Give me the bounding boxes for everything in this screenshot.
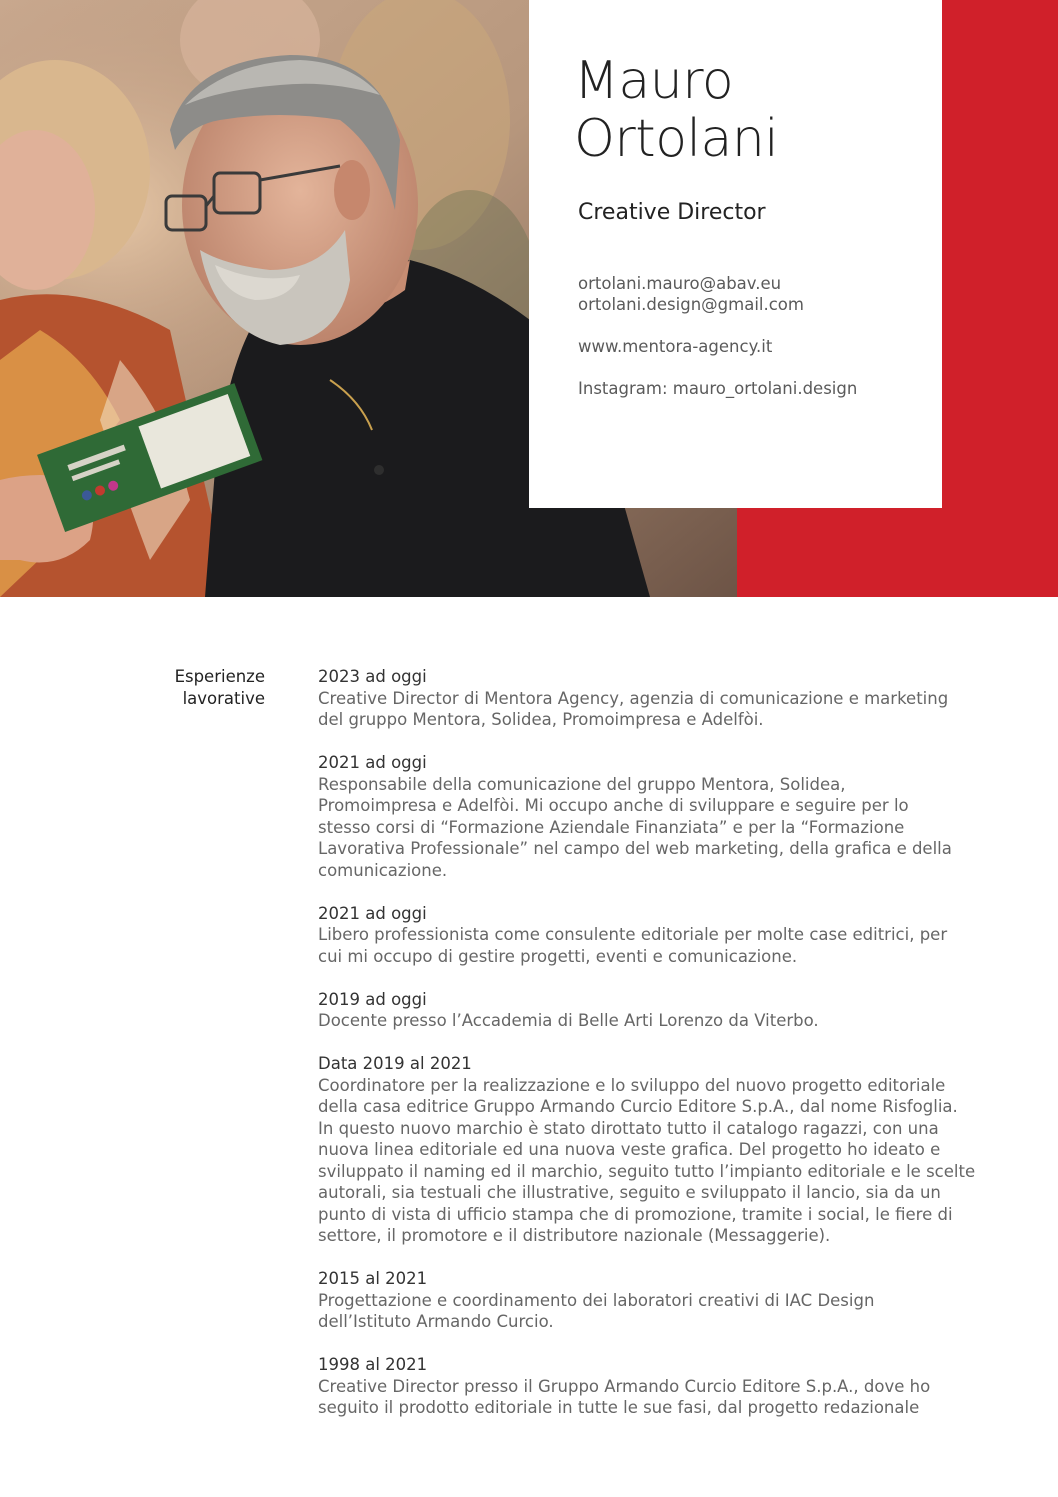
- experience-description-line: punto di vista di ufficio stampa che di promozione, tramite i social, le fiere di: [318, 1204, 953, 1224]
- experience-description-line: Creative Director di Mentora Agency, agenzia di comunicazione e marketing: [318, 688, 949, 708]
- experience-period: 2023 ad oggi: [318, 667, 427, 686]
- experience-period: 1998 al 2021: [318, 1355, 428, 1374]
- experience-entry: [318, 989, 948, 1032]
- job-title: Creative Director: [578, 200, 766, 225]
- experience-description-line: Progettazione e coordinamento dei laboratori creativi di IAC Design: [318, 1290, 875, 1310]
- experience-entry: [318, 752, 952, 881]
- email-link-secondary[interactable]: ortolani.design@gmail.com: [578, 295, 804, 314]
- experience-description-line: Coordinatore per la realizzazione e lo sviluppo del nuovo progetto editoriale: [318, 1075, 946, 1095]
- section-label-line: Esperienze: [174, 667, 265, 686]
- experience-description-line: comunicazione.: [318, 860, 448, 880]
- contact-block: [578, 273, 857, 399]
- experience-period: 2019 ad oggi: [318, 989, 427, 1009]
- experience-description-line: del gruppo Mentora, Solidea, Promoimpresa e Adelfòi.: [318, 710, 764, 729]
- experience-description-line: autorali, sia testuali che illustrative, seguito e sviluppato il lancio, sia da un: [318, 1183, 941, 1202]
- experience-description-line: Lavorativa Professionale” nel campo del web marketing, della grafica e della: [318, 839, 952, 858]
- first-name: Mauro: [574, 51, 734, 111]
- experience-description-line: seguito il prodotto editoriale in tutte le sue fasi, dal progetto redazionale: [318, 1398, 920, 1417]
- experience-description-line: sviluppato il naming ed il marchio, seguito tutto l’impianto editoriale e le scelte: [318, 1161, 976, 1181]
- experience-description-line: Docente presso l’Accademia di Belle Arti Lorenzo da Viterbo.: [318, 1011, 819, 1030]
- experience-period: Data 2019 al 2021: [318, 1054, 472, 1073]
- last-name: Ortolani: [574, 109, 779, 169]
- experience-entry: [318, 1354, 948, 1419]
- experience-description-line: dell’Istituto Armando Curcio.: [318, 1312, 554, 1331]
- experience-description-line: della casa editrice Gruppo Armando Curcio Editore S.p.A., dal nome Risfoglia.: [318, 1097, 958, 1116]
- section-label-experience: [120, 666, 265, 709]
- experience-description-line: nuova linea editoriale ed una nuova veste grafica. Del progetto ho ideato e: [318, 1140, 941, 1159]
- section-label-line: lavorative: [182, 688, 265, 708]
- experience-description-line: stesso corsi di “Formazione Aziendale Finanziata” e per la “Formazione: [318, 817, 905, 837]
- experience-description-line: Responsabile della comunicazione del gruppo Mentora, Solidea,: [318, 774, 846, 794]
- experience-entry: [318, 1053, 976, 1247]
- experience-entry: [318, 666, 948, 731]
- person-name: [574, 52, 778, 168]
- experience-list: [318, 666, 976, 1440]
- experience-description-line: Libero professionista come consulente editoriale per molte case editrici, per: [318, 925, 948, 944]
- email-link-primary[interactable]: ortolani.mauro@abav.eu: [578, 274, 782, 293]
- experience-entry: [318, 1268, 948, 1333]
- experience-description-line: settore, il promotore e il distributore nazionale (Messaggerie).: [318, 1226, 831, 1245]
- instagram-handle[interactable]: Instagram: mauro_ortolani.design: [578, 379, 858, 398]
- experience-period: 2021 ad oggi: [318, 753, 427, 772]
- experience-description-line: Promoimpresa e Adelfòi. Mi occupo anche di sviluppare e seguire per lo: [318, 796, 909, 815]
- experience-description-line: cui mi occupo di gestire progetti, eventi e comunicazione.: [318, 946, 798, 966]
- experience-period: 2015 al 2021: [318, 1269, 428, 1288]
- experience-description-line: Creative Director presso il Gruppo Armando Curcio Editore S.p.A., dove ho: [318, 1376, 931, 1396]
- hero-header: [0, 0, 1058, 597]
- website-link[interactable]: www.mentora-agency.it: [578, 337, 773, 356]
- experience-period: 2021 ad oggi: [318, 903, 427, 923]
- experience-entry: [318, 903, 948, 968]
- experience-description-line: In questo nuovo marchio è stato dirottato tutto il catalogo ragazzi, con una: [318, 1118, 939, 1138]
